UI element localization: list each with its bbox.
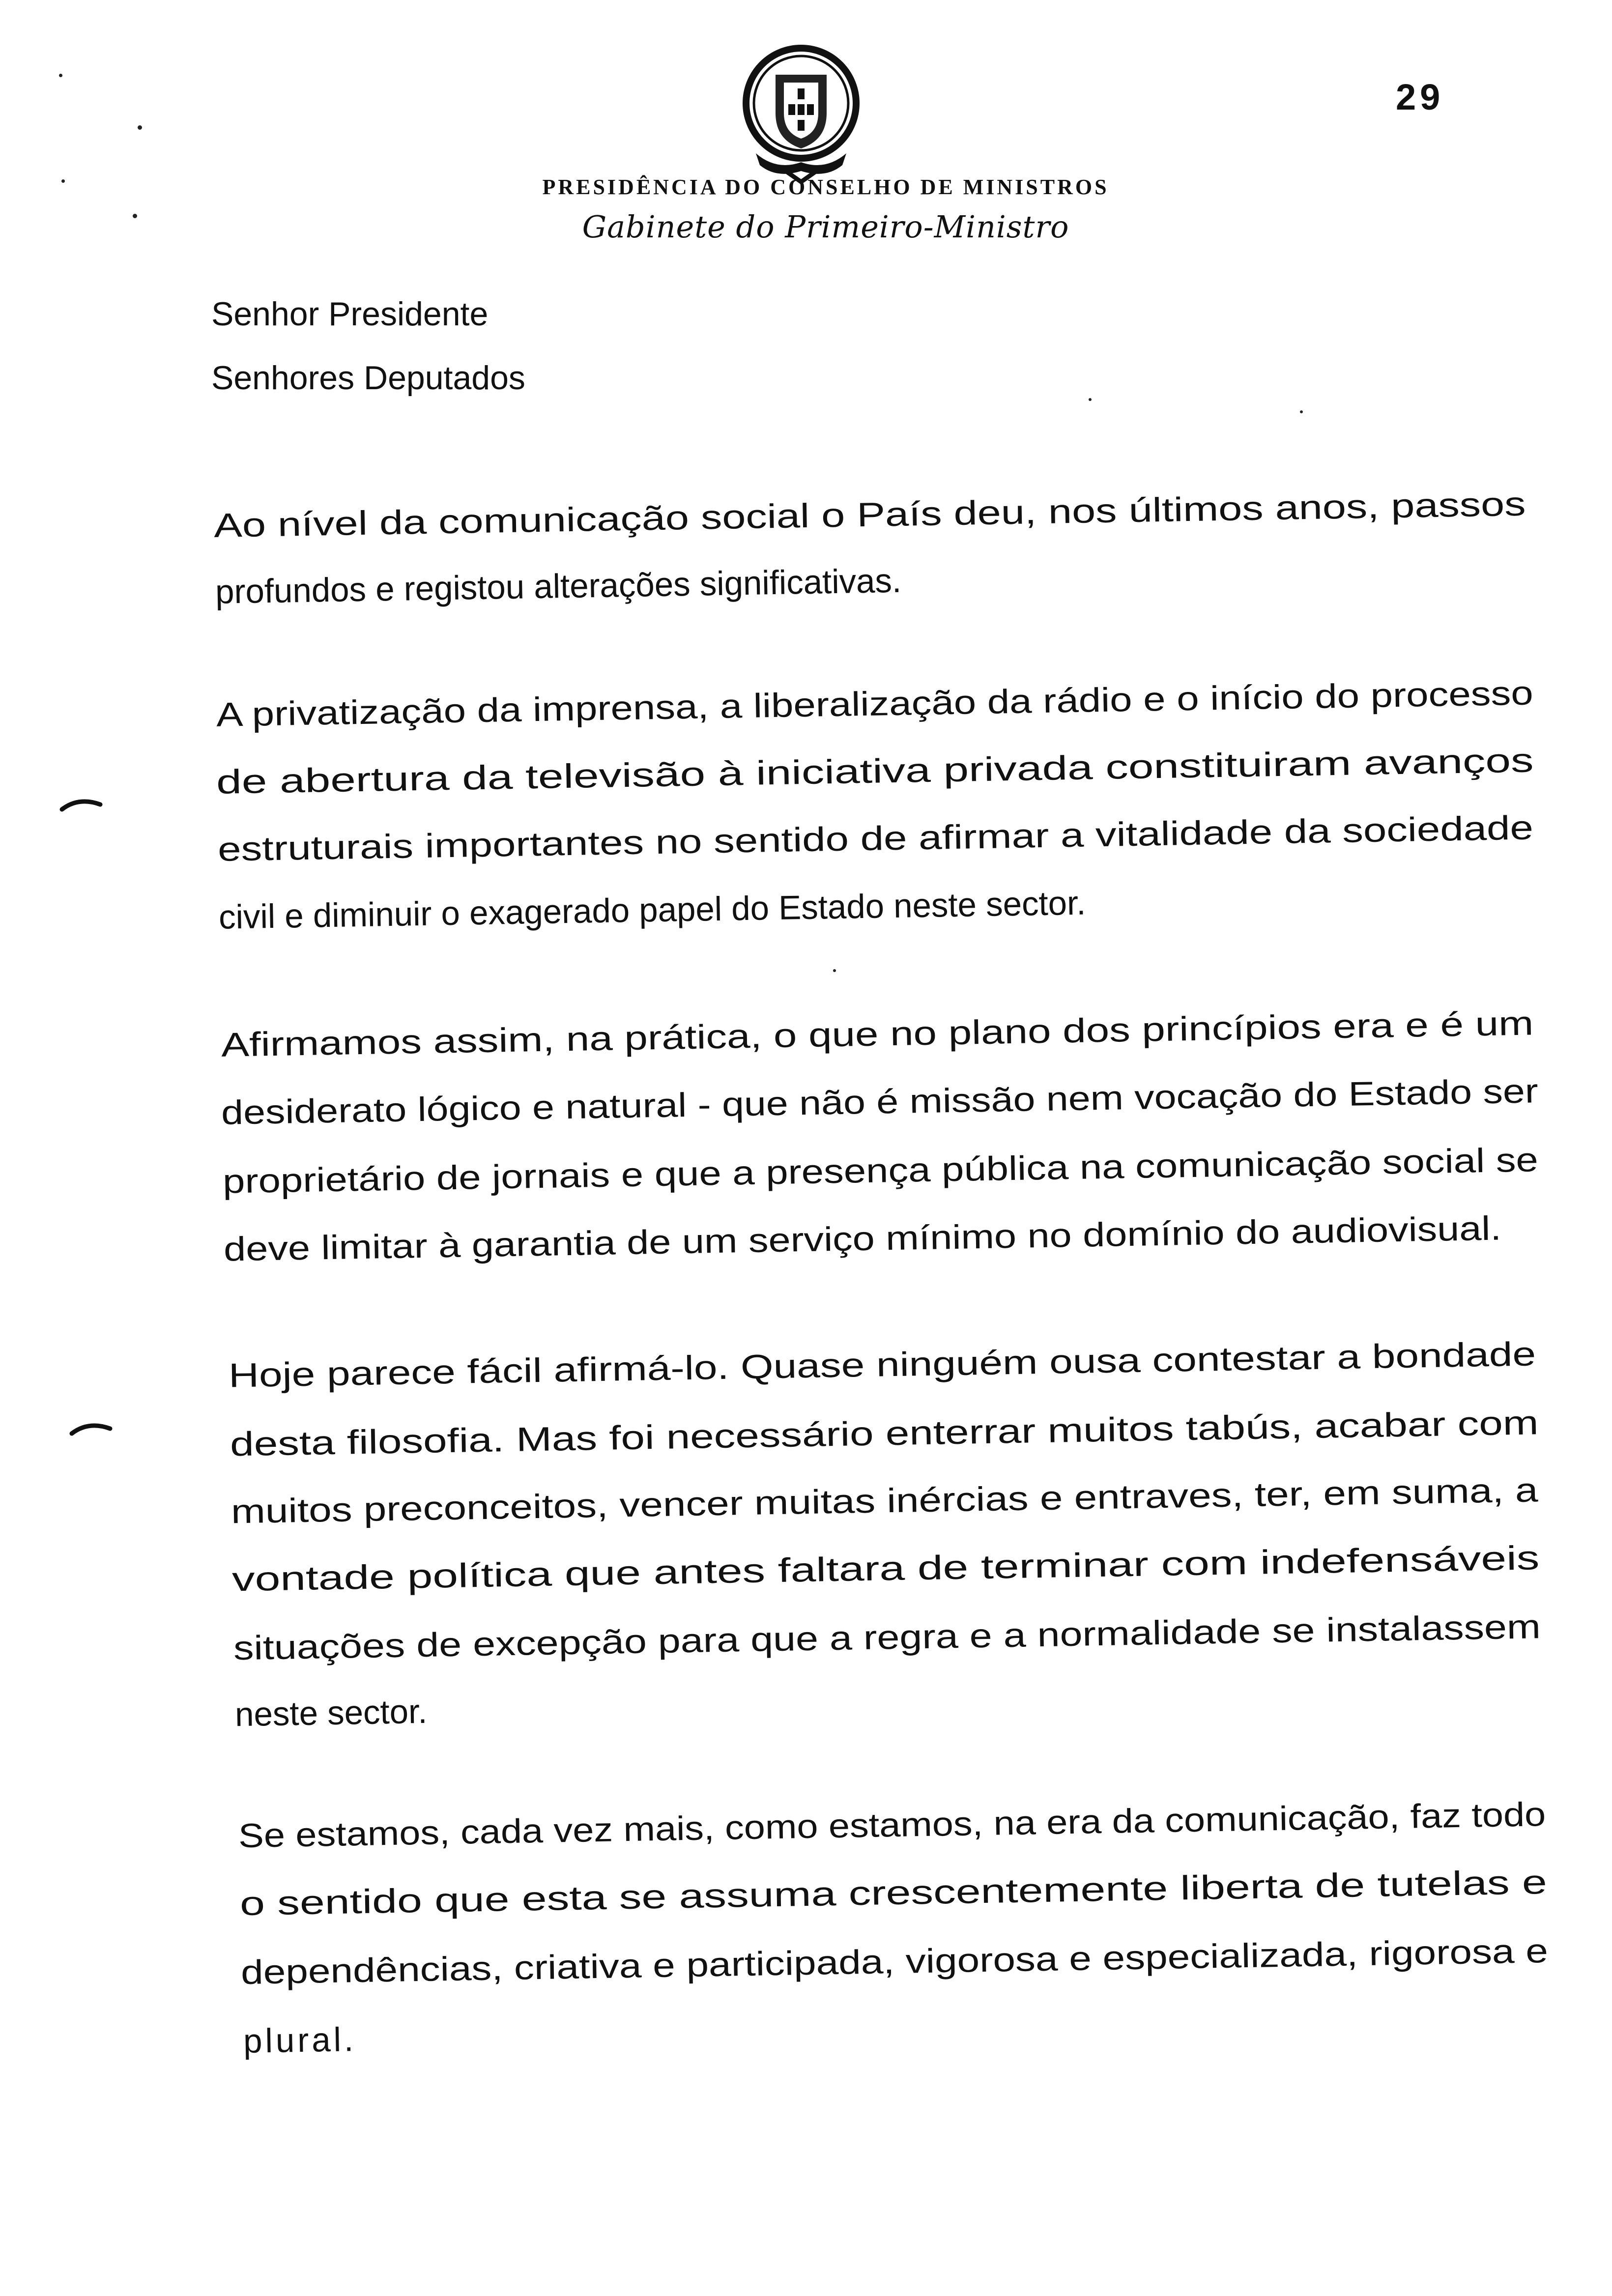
margin-mark — [69, 1418, 113, 1437]
paragraph-line: desta filosofia. Mas foi necessário enterrar muitos tabús, acabar com — [230, 1404, 1539, 1464]
paragraph-line: muitos preconceitos, vencer muitas inércias e entraves, ter, em suma, a — [230, 1471, 1538, 1531]
scan-speck — [61, 179, 65, 183]
paragraph-line: desiderato lógico e natural - que não é missão nem vocação do Estado ser — [221, 1072, 1539, 1132]
paragraph-line: estruturais importantes no sentido de afirmar a vitalidade da sociedade — [217, 808, 1534, 868]
salutation-line: Senhor Presidente — [211, 295, 489, 333]
cabinet-signature-line: Gabinete do Primeiro-Ministro — [582, 209, 1069, 245]
paragraph-line: deve limitar à garantia de um serviço mínimo no domínio do audiovisual. — [223, 1209, 1502, 1268]
paragraph-line: A privatização da imprensa, a liberalização da rádio e o início do processo — [216, 674, 1534, 734]
page-number: 29 — [1396, 77, 1444, 117]
institution-header: PRESIDÊNCIA DO CONSELHO DE MINISTROS — [542, 175, 1109, 199]
paragraph-line: civil e diminuir o exagerado papel do Estado neste sector. — [218, 884, 1086, 936]
paragraph-line: plural. — [243, 2020, 357, 2060]
scan-speck — [833, 969, 836, 972]
paragraph-line: dependências, criativa e participada, vigorosa e especializada, rigorosa e — [240, 1931, 1549, 1992]
paragraph-line: o sentido que esta se assuma crescentemente liberta de tutelas e — [239, 1863, 1548, 1923]
scan-speck — [1089, 398, 1092, 401]
margin-mark — [59, 794, 103, 813]
scan-speck — [138, 125, 142, 130]
paragraph-line: Ao nível da comunicação social o País deu, nos últimos anos, passos — [213, 485, 1526, 545]
paragraph-line: Afirmamos assim, na prática, o que no plano dos princípios era e é um — [221, 1004, 1534, 1064]
paragraph-line: situações de excepção para que a regra e a normalidade se instalassem — [233, 1607, 1541, 1667]
paragraph-line: neste sector. — [234, 1692, 428, 1734]
coat-of-arms-emblem — [737, 39, 865, 187]
paragraph-line: Hoje parece fácil afirmá-lo. Quase ninguém ousa contestar a bondade — [228, 1335, 1536, 1395]
paragraph-line: de abertura da televisão à iniciativa privada constituiram avanços — [216, 741, 1534, 801]
paragraph-line: proprietário de jornais e que a presença pública na comunicação social se — [222, 1141, 1539, 1201]
paragraph-line: profundos e registou alterações significativas. — [215, 561, 902, 611]
scan-speck — [1300, 410, 1303, 413]
scan-speck — [133, 214, 137, 218]
paragraph-line: vontade política que antes faltara de terminar com indefensáveis — [231, 1539, 1540, 1599]
paragraph-line: Se estamos, cada vez mais, como estamos, na era da comunicação, faz todo — [238, 1795, 1546, 1855]
salutation-line: Senhores Deputados — [211, 359, 525, 397]
scan-speck — [59, 74, 62, 77]
